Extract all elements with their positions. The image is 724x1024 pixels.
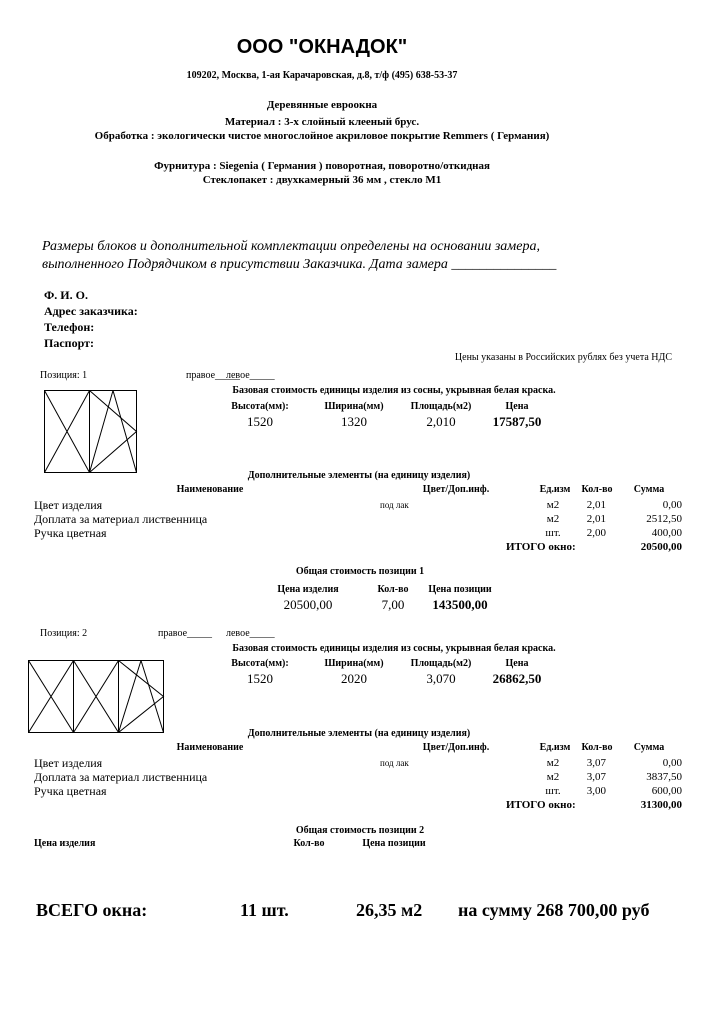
position-2-total-window: 31300,00 [640, 799, 682, 811]
position-1-title: Позиция: 1 [40, 370, 88, 381]
position-2-extras-title: Дополнительные элементы (на единицу изделия) [247, 728, 471, 739]
position-1-position-price: 143500,00 [432, 597, 488, 612]
position-1-area-label: Площадь(м2) [410, 401, 472, 412]
position-2-total-title: Общая стоимость позиции 2 [295, 825, 425, 836]
position-2-area: 3,070 [426, 671, 456, 686]
position-1-extras-title: Дополнительные элементы (на единицу изделия) [247, 470, 471, 481]
position-2-width-label: Ширина(мм) [324, 658, 384, 669]
position-1-extra-2-sum: 2512,50 [646, 513, 682, 525]
position-2-extra-1-unit: м2 [546, 757, 560, 769]
position-1-right: правое_____ [186, 370, 241, 381]
position-2-col-color: Цвет/Доп.инф. [422, 742, 490, 753]
position-2-right: правое_____ [158, 628, 213, 639]
position-1-base-cost: Базовая стоимость единицы изделия из сосны, укрывная белая краска. [232, 385, 556, 396]
position-2-col-name: Наименование [176, 742, 244, 753]
position-1-extra-3-sum: 400,00 [651, 527, 682, 539]
position-1-total-window: 20500,00 [640, 541, 682, 553]
customer-name-label: Ф. И. О. [44, 288, 88, 302]
position-1-qty: 7,00 [381, 597, 405, 612]
position-1-col-sum: Сумма [633, 484, 665, 495]
position-1-extra-2-unit: м2 [546, 513, 560, 525]
customer-address-label: Адрес заказчика: [44, 304, 138, 318]
position-2-extra-3-sum: 600,00 [651, 785, 682, 797]
hardware-line: Фурнитура : Siegenia ( Германия ) поворотная, поворотно/откидная [154, 160, 490, 172]
position-1-item-price: 20500,00 [283, 597, 333, 612]
window-2-drawing [28, 660, 165, 734]
glass-line: Стеклопакет : двухкамерный 36 мм , стекло М1 [202, 174, 442, 186]
position-1-col-qty: Кол-во [581, 484, 613, 495]
position-1-qty-label: Кол-во [377, 584, 409, 595]
position-1-width-label: Ширина(мм) [324, 401, 384, 412]
position-2-extra-1-info: под лак [380, 758, 409, 768]
position-1-extra-1-name: Цвет изделия [34, 498, 103, 512]
position-2-extra-1-sum: 0,00 [662, 757, 682, 769]
position-2-title: Позиция: 2 [40, 628, 88, 639]
position-2-extra-1-name: Цвет изделия [34, 756, 103, 770]
position-2-height: 1520 [247, 671, 273, 686]
prices-note: Цены указаны в Российских рублях без учета НДС [454, 352, 672, 363]
customer-passport-label: Паспорт: [44, 336, 94, 350]
position-1-width: 1320 [341, 414, 367, 429]
position-2-extra-2-sum: 3837,50 [646, 771, 682, 783]
position-1-total-title: Общая стоимость позиции 1 [295, 566, 425, 577]
intro-line-1: Размеры блоков и дополнительной комплектации определены на основании замера, [42, 239, 540, 254]
position-2-extra-2-unit: м2 [546, 771, 560, 783]
position-2-col-unit: Ед.изм [539, 742, 571, 753]
position-1-extra-1-sum: 0,00 [662, 499, 682, 511]
position-2-total-window-label: ИТОГО окно: [506, 799, 576, 811]
grand-total-area: 26,35 м2 [356, 900, 423, 920]
position-1-price-label: Цена [505, 401, 529, 412]
position-1-extra-3-unit: шт. [545, 527, 561, 539]
position-2-price-label: Цена [505, 658, 529, 669]
position-1-area: 2,010 [426, 414, 456, 429]
position-1-extra-2-name: Доплата за материал лиственница [34, 512, 208, 526]
position-1-extra-2-qty: 2,01 [586, 513, 606, 525]
position-2-width: 2020 [341, 671, 367, 686]
customer-phone-label: Телефон: [44, 320, 95, 334]
position-2-height-label: Высота(мм): [231, 658, 289, 669]
position-2-extra-2-name: Доплата за материал лиственница [34, 770, 208, 784]
position-1-extra-1-unit: м2 [546, 499, 560, 511]
finish-line: Обработка : экологически чистое многослойное акриловое покрытие Remmers ( Германия) [94, 130, 550, 142]
window-1-drawing [44, 390, 138, 474]
position-1-extra-3-name: Ручка цветная [34, 526, 107, 540]
position-2-price: 26862,50 [492, 671, 542, 686]
position-1-height-label: Высота(мм): [231, 401, 289, 412]
position-1-total-window-label: ИТОГО окно: [506, 541, 576, 553]
position-2-position-price-label: Цена позиции [362, 838, 426, 849]
position-1-extra-1-qty: 2,01 [586, 499, 606, 511]
position-2-extra-3-unit: шт. [545, 785, 561, 797]
position-2-col-sum: Сумма [633, 742, 665, 753]
position-2-item-price-label: Цена изделия [34, 838, 96, 849]
position-1-item-price-label: Цена изделия [277, 584, 339, 595]
position-1-col-name: Наименование [176, 484, 244, 495]
position-2-base-cost: Базовая стоимость единицы изделия из сосны, укрывная белая краска. [232, 643, 556, 654]
grand-total-label: ВСЕГО окна: [36, 900, 148, 920]
position-2-extra-3-qty: 3,00 [586, 785, 606, 797]
position-1-left: левое_____ [226, 370, 275, 381]
intro-line-2: выполненного Подрядчиком в присутствии Заказчика. Дата замера _______________ [42, 257, 557, 272]
position-2-extra-3-name: Ручка цветная [34, 784, 107, 798]
grand-total-sum: на сумму 268 700,00 руб [458, 900, 650, 920]
product-line: Деревянные евроокна [266, 99, 378, 111]
company-address: 109202, Москва, 1-ая Карачаровская, д.8, т/ф (495) 638-53-37 [186, 70, 458, 81]
position-1-extra-3-qty: 2,00 [586, 527, 606, 539]
position-2-extra-1-qty: 3,07 [586, 757, 606, 769]
company-name: ООО "ОКНАДОК" [236, 36, 408, 58]
position-1-col-unit: Ед.изм [539, 484, 571, 495]
position-2-col-qty: Кол-во [581, 742, 613, 753]
position-1-col-color: Цвет/Доп.инф. [422, 484, 490, 495]
position-2-qty-label: Кол-во [293, 838, 325, 849]
position-1-extra-1-info: под лак [380, 500, 409, 510]
material-line: Материал : 3-х слойный клееный брус. [224, 116, 420, 128]
position-2-area-label: Площадь(м2) [410, 658, 472, 669]
position-2-left: левое_____ [226, 628, 275, 639]
position-1-height: 1520 [247, 414, 273, 429]
position-2-extra-2-qty: 3,07 [586, 771, 606, 783]
grand-total-count: 11 шт. [240, 900, 289, 920]
position-1-price: 17587,50 [492, 414, 542, 429]
position-1-position-price-label: Цена позиции [428, 584, 492, 595]
